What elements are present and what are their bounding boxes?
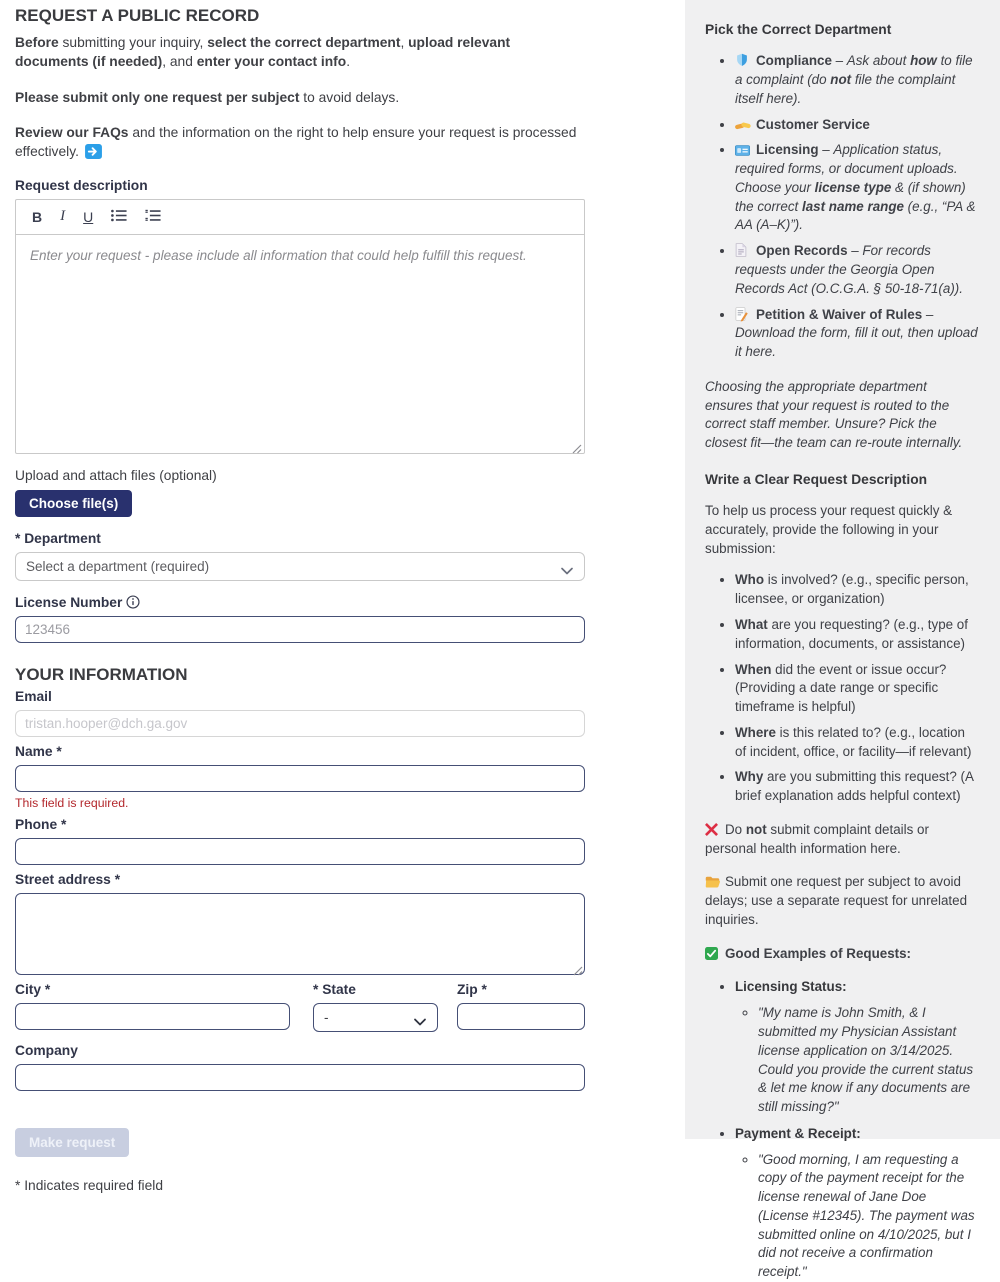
state-label: * State (313, 981, 356, 997)
list-item-when: • When did the event or issue occur? (Providing a date range or specific timeframe is helpful) (735, 661, 978, 717)
name-label: Name * (15, 743, 62, 759)
upload-label: Upload and attach files (optional) (15, 467, 217, 483)
license-number-input[interactable] (15, 616, 585, 643)
license-number-label: License Number (15, 595, 585, 610)
arrow-right-icon[interactable] (85, 144, 102, 159)
city-label: City * (15, 981, 51, 997)
list-item-customer-service: • Customer Service (735, 116, 978, 135)
examples-list (705, 978, 978, 1281)
list-item-who: • Who is involved? (e.g., specific person, licensee, or organization) (735, 571, 978, 609)
underline-icon[interactable]: U (83, 208, 94, 225)
shield-icon (735, 53, 751, 67)
phone-field[interactable] (15, 838, 585, 865)
request-description-editor (15, 199, 585, 454)
editor-toolbar (16, 200, 584, 235)
street-address-label: Street address * (15, 871, 121, 887)
good-examples-heading: Good Examples of Requests: (705, 945, 978, 964)
five-w-list (705, 571, 978, 805)
intro-paragraph-1: Before submitting your inquiry, select the correct department, upload relevant documents (if needed), and enter your contact info. (15, 35, 511, 70)
resize-handle-icon[interactable] (573, 963, 583, 973)
zip-label: Zip * (457, 981, 487, 997)
department-label: * Department (15, 530, 101, 546)
phone-label: Phone * (15, 816, 67, 832)
chevron-down-icon (414, 1014, 426, 1022)
department-selected-value: Select a department (required) (26, 558, 210, 574)
request-description-placeholder: Enter your request - please include all information that could help fulfill this request. (30, 247, 527, 263)
intro-paragraph-3-text: Review our FAQs and the information on the right to help ensure your request is processed effectively. (15, 124, 577, 160)
list-item-open-records: • Open Records – For records requests under the Georgia Open Records Act (O.C.G.A. § 50-18-71(a)). (735, 242, 978, 298)
company-label: Company (15, 1042, 78, 1058)
bullet-list-icon[interactable] (111, 209, 127, 225)
memo-icon (735, 307, 751, 321)
list-item-licensing-status: • Licensing Status: ◦ "My name is John Smith, & I submitted my Physician Assistant license application on 3/14/2025. Could you provide the current status & let me know if any documents are still missing?" (735, 978, 978, 1116)
department-help-list (705, 52, 978, 361)
your-information-heading: YOUR INFORMATION (15, 664, 188, 684)
city-field[interactable] (15, 1003, 290, 1030)
handshake-icon (735, 118, 751, 132)
sidebar-heading-departments: Pick the Correct Department (705, 22, 892, 37)
id-card-icon (735, 143, 751, 157)
italic-icon[interactable]: I (60, 208, 66, 225)
page-title: REQUEST A PUBLIC RECORD (15, 6, 260, 25)
required-field-note: * Indicates required field (15, 1177, 164, 1193)
bold-icon[interactable]: B (32, 208, 43, 225)
make-request-button[interactable]: Make request (15, 1128, 129, 1157)
street-address-field[interactable] (15, 893, 585, 975)
department-select[interactable] (15, 552, 585, 581)
clear-description-intro: To help us process your request quickly & accurately, provide the following in your submission: (705, 503, 953, 556)
document-icon (735, 243, 751, 257)
email-field (15, 710, 585, 737)
chevron-down-icon (561, 563, 573, 571)
folder-icon (705, 875, 720, 888)
warning-no-complaints: Do not submit complaint details or personal health information here. (705, 821, 929, 856)
list-item-compliance: • Compliance – Ask about how to file a complaint (do not file the complaint itself here). (735, 52, 978, 108)
sidebar-heading-clear-description: Write a Clear Request Description (705, 471, 928, 487)
example-quote-licensing: ◦ "My name is John Smith, & I submitted my Physician Assistant license application on 3/14/2025. Could you provide the current status & let me know if any documents are still missing?" (758, 1004, 978, 1117)
state-selected-value: - (324, 1009, 329, 1025)
warning-one-request: Submit one request per subject to avoid delays; use a separate request for unrelated inquiries. (705, 874, 968, 927)
resize-handle-icon[interactable] (572, 441, 582, 451)
list-item-licensing: • Licensing – Application status, required forms, or document uploads. Choose your license type & (if shown) the correct last name range (e.g., “PA & AA (A–K)”). (735, 141, 978, 235)
company-field[interactable] (15, 1064, 585, 1091)
list-item-why: • Why are you submitting this request? (A brief explanation adds helpful context) (735, 768, 978, 806)
email-label: Email (15, 688, 52, 704)
request-description-label: Request description (15, 177, 148, 193)
list-item-what: • What are you requesting? (e.g., type of information, documents, or assistance) (735, 616, 978, 654)
info-icon[interactable] (126, 595, 140, 609)
choose-files-button[interactable]: Choose file(s) (15, 490, 132, 517)
request-description-input[interactable] (16, 235, 584, 453)
list-item-where: • Where is this related to? (e.g., location of incident, office, or facility—if relevant) (735, 724, 978, 762)
intro-paragraph-3 (15, 123, 585, 162)
check-mark-icon (705, 947, 720, 960)
name-error-message: This field is required. (15, 795, 129, 810)
list-item-payment-receipt: • Payment & Receipt: ◦ "Good morning, I am requesting a copy of the payment receipt for the license renewal of Jane Doe (License #12345). The payment was submitted online on 4/10/2025, but I did not receive a confirmation receipt." (735, 1125, 978, 1282)
example-quote-payment: ◦ "Good morning, I am requesting a copy of the payment receipt for the license renewal of Jane Doe (License #12345). The payment was submitted online on 4/10/2025, but I did not receive a confirmation receipt." (758, 1151, 978, 1282)
name-field[interactable] (15, 765, 585, 792)
state-select[interactable] (313, 1003, 438, 1032)
intro-paragraph-2: Please submit only one request per subject to avoid delays. (15, 89, 400, 105)
numbered-list-icon[interactable] (145, 209, 161, 225)
zip-field[interactable] (457, 1003, 585, 1030)
list-item-petition-waiver: • Petition & Waiver of Rules – Download the form, fill it out, then upload it here. (735, 306, 978, 362)
routing-note: Choosing the appropriate department ensures that your request is routed to the correct staff member. Unsure? Pick the closest fit—the team can re-route internally. (705, 378, 963, 451)
help-sidebar (685, 0, 1000, 1280)
cross-mark-icon (705, 823, 720, 836)
